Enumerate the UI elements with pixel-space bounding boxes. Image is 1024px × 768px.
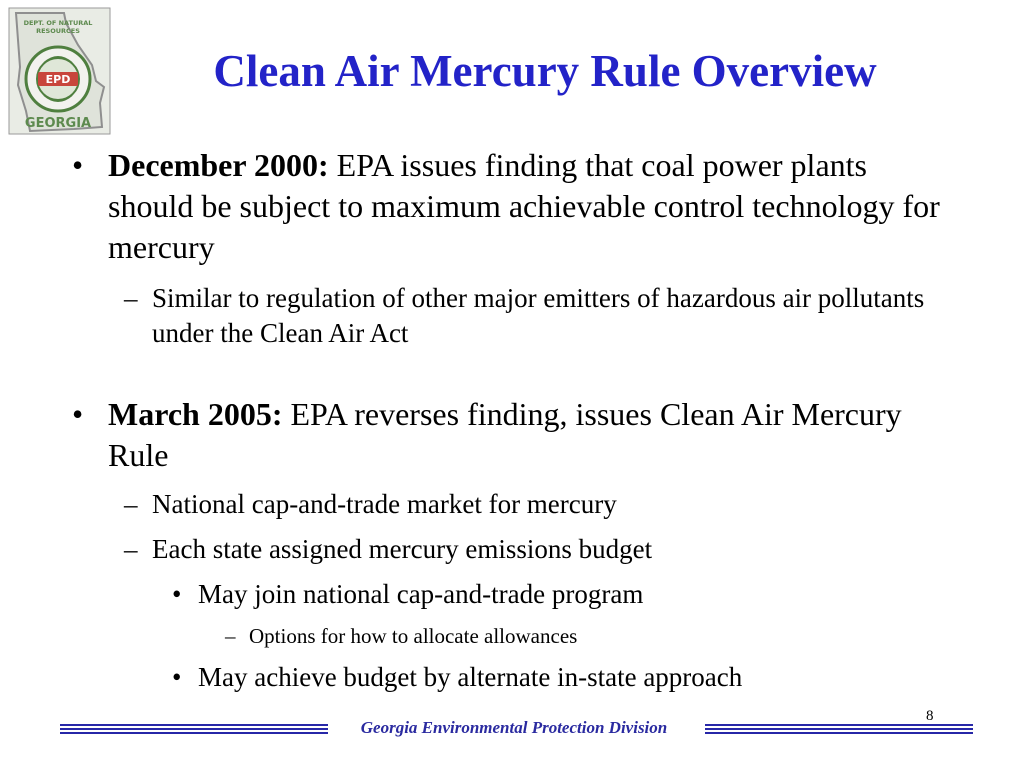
logo-center-text: EPD [45,73,71,86]
bullet-marker: – [124,489,138,519]
bullet-date: December 2000: [108,147,329,183]
bullet-text: Options for how to allocate allowances [249,624,578,648]
bullet-date: March 2005: [108,396,283,432]
bullet-marker: • [72,147,84,183]
bullet-marker: • [72,396,84,432]
slide-title: Clean Air Mercury Rule Overview [213,46,877,96]
page-number: 8 [926,708,934,724]
bullet-marker: • [172,579,182,609]
bullet-marker: • [172,662,182,692]
bullet-text: May join national cap-and-trade program [198,579,644,609]
svg-text:DEPT. OF NATURAL: DEPT. OF NATURAL [23,19,93,27]
footer-rule-left [60,724,328,734]
footer-rule-right [705,724,973,734]
svg-text:RESOURCES: RESOURCES [36,27,80,35]
bullet-text: Similar to regulation of other major emitters of hazardous air pollutants under the Clean Air Act [152,283,925,348]
footer-organization: Georgia Environmental Protection Division [360,718,668,737]
bullet-text: May achieve budget by alternate in-state approach [198,662,743,692]
bullet-marker: – [225,624,236,648]
bullet-text: National cap-and-trade market for mercury [152,489,617,519]
bullet-text: Each state assigned mercury emissions budget [152,534,653,564]
bullet-marker: – [124,534,138,564]
bullet-marker: – [124,283,138,313]
bullet-text: December 2000: EPA issues finding that coal power plants should be subject to maximum achievable control technology for mercury [108,147,940,265]
bullet-text: March 2005: EPA reverses finding, issues Clean Air Mercury Rule [108,396,902,473]
georgia-epd-logo [8,7,111,135]
logo-bottom-text: GEORGIA [24,116,92,131]
